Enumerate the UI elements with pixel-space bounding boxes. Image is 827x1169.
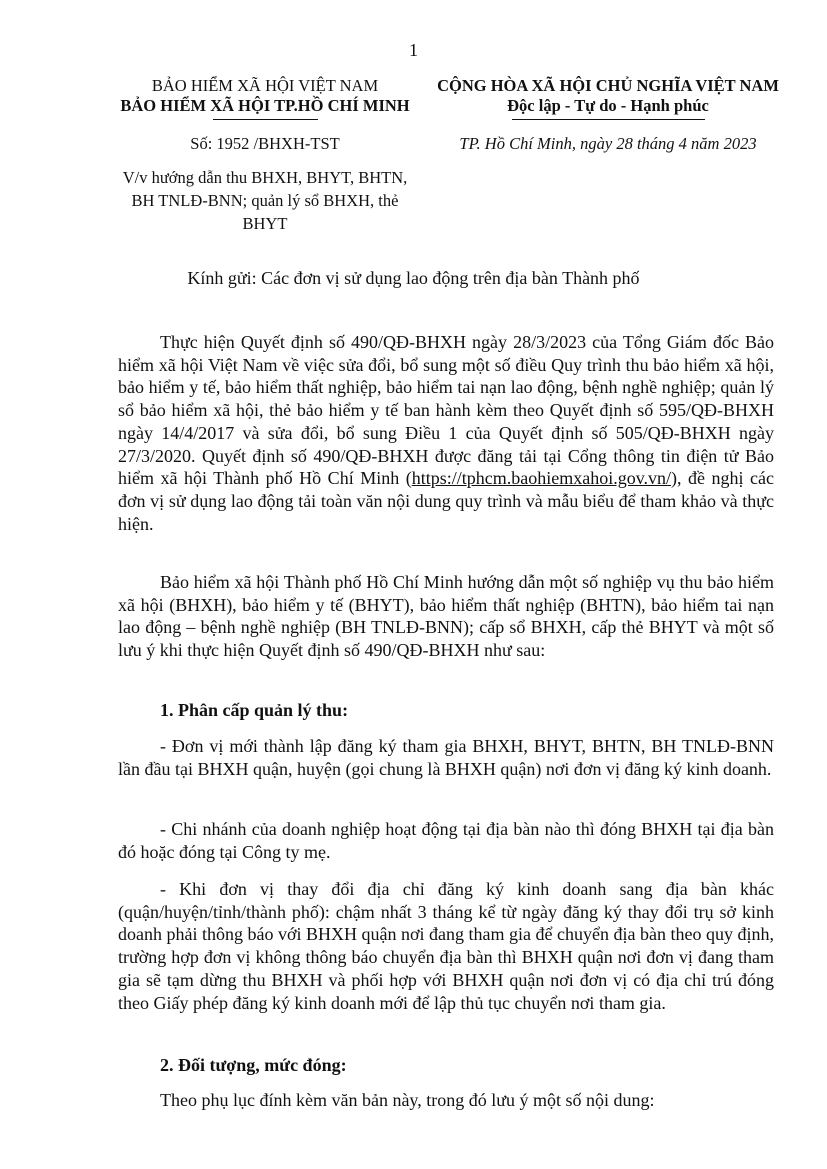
paragraph-4 [118, 818, 774, 863]
section-heading-1-text: 1. Phân cấp quản lý thu: [160, 700, 349, 720]
paragraph-5-text: - Khi đơn vị thay đổi địa chỉ đăng ký kinh doanh sang địa bàn khác (quận/huyện/tỉnh/thành phố): chậm nhất 3 tháng kể từ ngày đăng ký thay đổi trụ sở kinh doanh phải thông báo với BHXH quận nơi đang tham gia để chuyển địa bàn theo quy định, trường hợp đơn vị không thông báo chuyển địa bàn thì BHXH quận nơi đơn vị đang tham gia sẽ tạm dừng thu BHXH và phối hợp với BHXH quận nơi đơn vị có địa chỉ trú đóng theo Giấy phép đăng ký kinh doanh mới để lập thủ tục chuyển nơi tham gia. [118, 879, 774, 1013]
org-underline [213, 119, 318, 120]
paragraph-1-text-a: Thực hiện Quyết định số 490/QĐ-BHXH ngày 28/3/2023 của Tổng Giám đốc Bảo hiểm xã hội Việt Nam về việc sửa đổi, bổ sung một số điều Quy trình thu bảo hiểm xã hội, bảo hiểm y tế, bảo hiểm thất nghiệp, bảo hiểm tai nạn lao động, bệnh nghề nghiệp; quản lý sổ bảo hiểm xã hội, thẻ bảo hiểm y tế ban hành kèm theo Quyết định số 595/QĐ-BHXH ngày 14/4/2017 và sửa đổi, bổ sung Điều 1 của Quyết định số 505/QĐ-BHXH ngày 27/3/2020. Quyết định số 490/QĐ-BHXH được đăng tải tại Cổng thông tin điện tử Bảo hiểm xã hội Thành phố Hồ Chí Minh ( [118, 332, 774, 489]
org-name: BẢO HIỂM XÃ HỘI TP.HỒ CHÍ MINH [120, 96, 410, 115]
org-parent: BẢO HIỂM XÃ HỘI VIỆT NAM [151, 76, 379, 95]
paragraph-3-text: - Đơn vị mới thành lập đăng ký tham gia BHXH, BHYT, BHTN, BH TNLĐ-BNN lần đầu tại BHXH quận, huyện (gọi chung là BHXH quận) nơi đơn vị đăng ký kinh doanh. [118, 736, 774, 779]
section-heading-2-text: 2. Đối tượng, mức đóng: [160, 1055, 347, 1075]
paragraph-2 [118, 571, 774, 662]
website-link[interactable]: https://tphcm.baohiemxahoi.gov.vn/ [411, 468, 672, 489]
document-date: TP. Hồ Chí Minh, ngày 28 tháng 4 năm 2023 [459, 134, 757, 153]
section-heading-2 [118, 1054, 774, 1077]
paragraph-5 [118, 878, 774, 1014]
section-heading-1 [118, 699, 774, 722]
paragraph-6-text: Theo phụ lục đính kèm văn bản này, trong đó lưu ý một số nội dung: [160, 1090, 655, 1110]
document-subject: V/v hướng dẫn thu BHXH, BHYT, BHTN, BH TNLĐ-BNN; quản lý sổ BHXH, thẻ BHYT [122, 168, 408, 233]
paragraph-2-text: Bảo hiểm xã hội Thành phố Hồ Chí Minh hướng dẫn một số nghiệp vụ thu bảo hiểm xã hội (BHXH), bảo hiểm y tế (BHYT), bảo hiểm thất nghiệp (BHTN), bảo hiểm tai nạn lao động – bệnh nghề nghiệp (BH TNLĐ-BNN); cấp sổ BHXH, cấp thẻ BHYT và một số lưu ý khi thực hiện Quyết định số 490/QĐ-BHXH như sau: [118, 572, 774, 661]
paragraph-4-text: - Chi nhánh của doanh nghiệp hoạt động tại địa bàn nào thì đóng BHXH tại địa bàn đó hoặc đóng tại Công ty mẹ. [118, 819, 774, 862]
recipient-line: Kính gửi: Các đơn vị sử dụng lao động trên địa bàn Thành phố [187, 268, 640, 288]
motto: Độc lập - Tự do - Hạnh phúc [507, 96, 709, 115]
paragraph-1-text-b: ), đề nghị các đơn vị sử dụng lao động tải toàn văn nội dung quy trình và mẫu biểu để tham khảo và thực hiện. [118, 468, 775, 534]
paragraph-1 [118, 331, 774, 535]
document-number: Số: 1952 /BHXH-TST [190, 134, 340, 153]
country-name: CỘNG HÒA XÃ HỘI CHỦ NGHĨA VIỆT NAM [437, 76, 779, 95]
paragraph-3 [118, 735, 774, 780]
paragraph-6 [118, 1089, 774, 1112]
motto-underline [512, 119, 705, 120]
page-number: 1 [409, 40, 418, 60]
